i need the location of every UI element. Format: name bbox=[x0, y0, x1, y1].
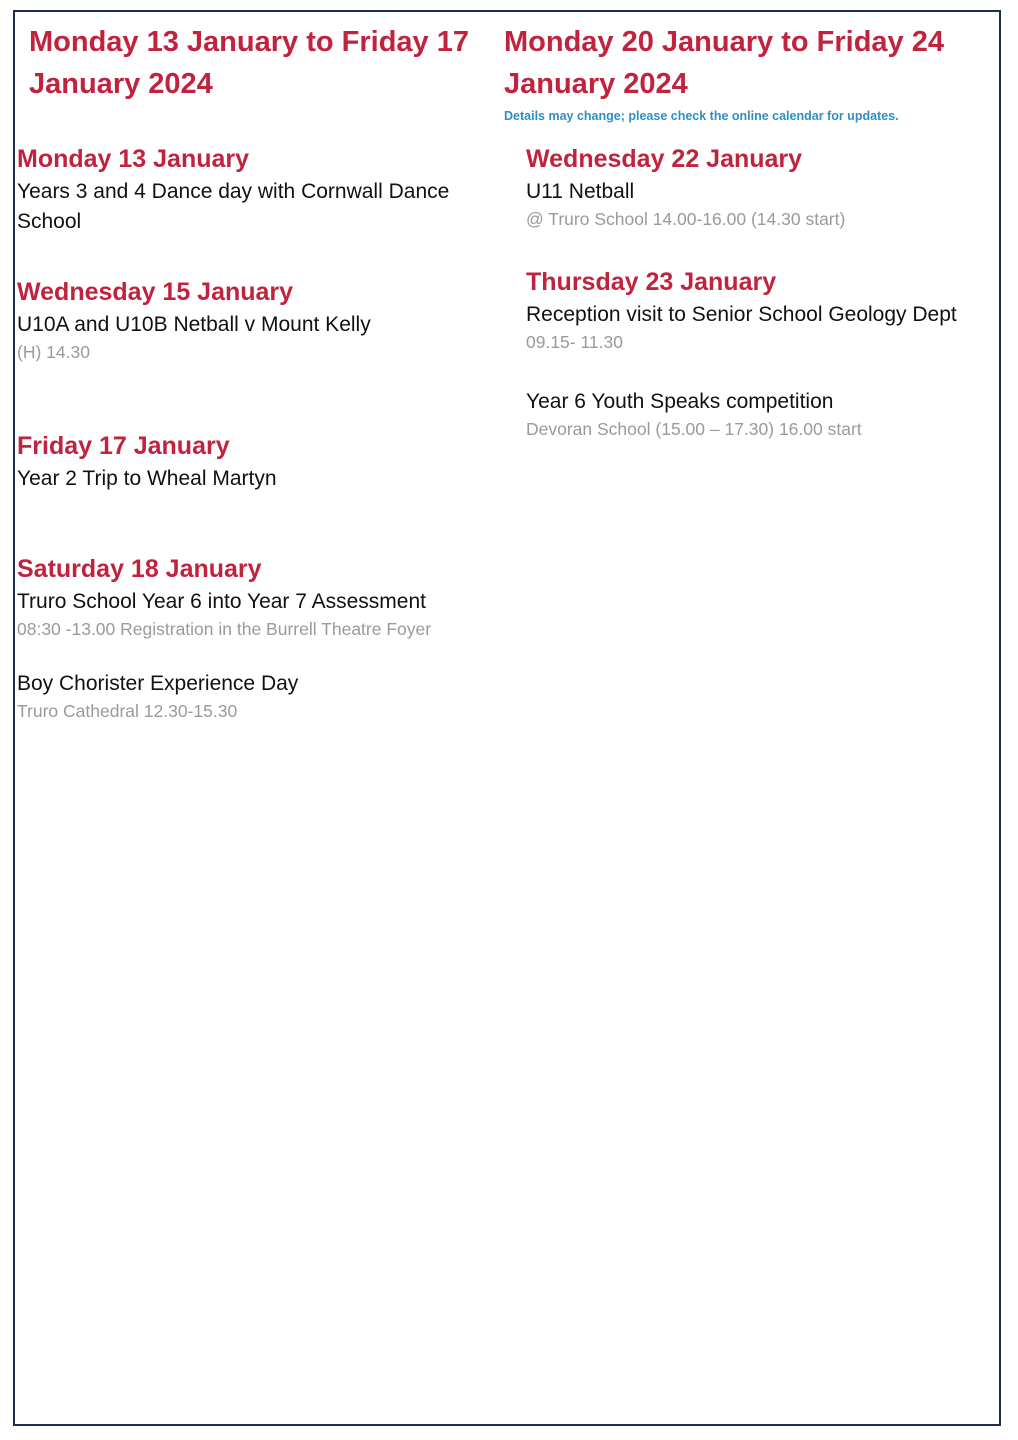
event-detail: Devoran School (15.00 – 17.30) 16.00 start bbox=[526, 419, 862, 439]
day-title: Wednesday 15 January bbox=[17, 278, 294, 306]
day-title: Thursday 23 January bbox=[526, 268, 777, 296]
event-title: Truro School Year 6 into Year 7 Assessment bbox=[17, 590, 426, 613]
day-section-sat-18 bbox=[17, 553, 497, 723]
event-detail: @ Truro School 14.00-16.00 (14.30 start) bbox=[526, 209, 846, 229]
day-title: Wednesday 22 January bbox=[526, 145, 803, 173]
event-detail: (H) 14.30 bbox=[17, 342, 90, 362]
event-title: U11 Netball bbox=[526, 180, 635, 203]
day-section-thu-23 bbox=[526, 266, 996, 441]
calendar-note: Details may change; please check the online calendar for updates. bbox=[504, 109, 899, 123]
event-title: Years 3 and 4 Dance day with Cornwall Dance School bbox=[17, 180, 450, 233]
day-title: Monday 13 January bbox=[17, 145, 250, 173]
day-section-wed-15 bbox=[17, 276, 487, 364]
event-title: U10A and U10B Netball v Mount Kelly bbox=[17, 313, 371, 336]
event-detail: Truro Cathedral 12.30-15.30 bbox=[17, 701, 238, 721]
event-title: Boy Chorister Experience Day bbox=[17, 672, 299, 695]
event-title: Year 2 Trip to Wheal Martyn bbox=[17, 467, 277, 490]
day-title: Friday 17 January bbox=[17, 432, 230, 460]
event-title: Reception visit to Senior School Geology Dept bbox=[526, 303, 957, 326]
day-section-fri-17 bbox=[17, 430, 487, 494]
day-section-wed-22 bbox=[526, 143, 996, 231]
event-title: Year 6 Youth Speaks competition bbox=[526, 390, 834, 413]
week-heading-left: Monday 13 January to Friday 17 January 2024 bbox=[29, 26, 469, 100]
day-section-mon-13 bbox=[17, 143, 487, 237]
event-detail: 09.15- 11.30 bbox=[526, 332, 623, 352]
event-detail: 08:30 -13.00 Registration in the Burrell Theatre Foyer bbox=[17, 619, 432, 639]
week-heading-right: Monday 20 January to Friday 24 January 2024 bbox=[504, 26, 944, 100]
day-title: Saturday 18 January bbox=[17, 555, 262, 583]
